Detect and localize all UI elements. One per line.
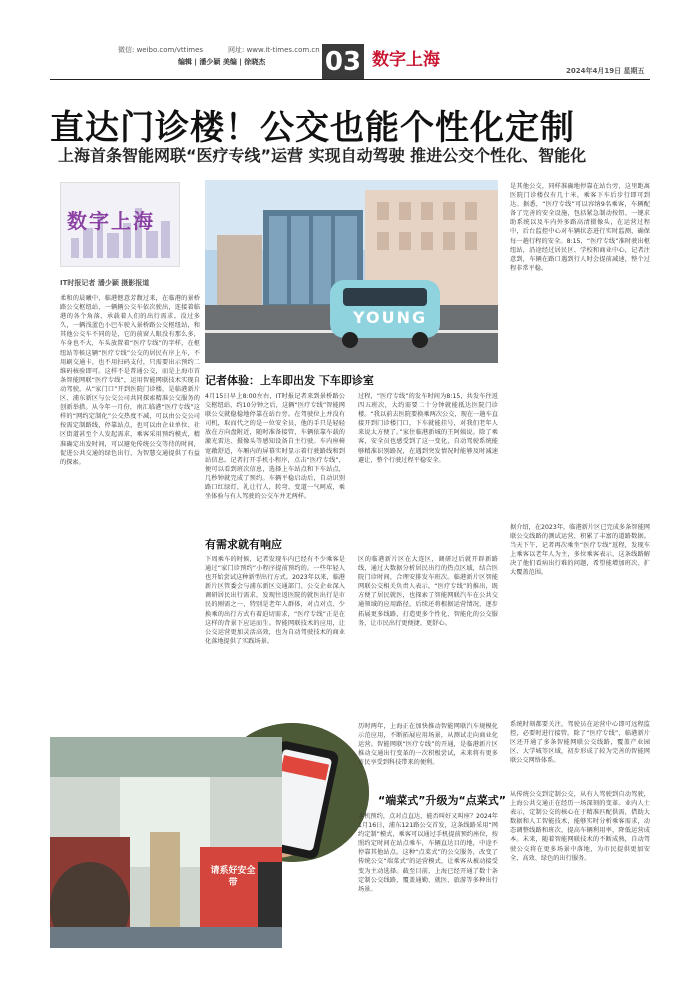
- reporter-section-title: 记者体验：上车即出发 下车即诊室: [205, 374, 374, 387]
- bus-plate-text: YOUNG: [353, 308, 428, 327]
- article-col4b: 据介绍，在2023年，临港新片区已完成多条智能网联公交线路的测试运营，积累了丰富的道路数据。当天下午，记者再次乘坐“医疗专线”返程，发现车上乘客以老年人为主，多位乘客表示，这条线路解决了他们看病出行难的问题，希望能增加班次、扩大覆盖范围。: [510, 524, 650, 577]
- menu-section-title: “端菜式”升级为“点菜式”: [378, 794, 506, 807]
- masthead-site: 网址: www.it-times.com.cn: [228, 46, 320, 54]
- interior-sign-text: 请系好安全带: [210, 866, 256, 888]
- section-logo: [60, 182, 180, 267]
- article-col4: 是其他公交，同样准确地停靠在站台旁，这里距离医院门诊楼仅有几十米，乘客下车后步行即可到达。据悉，“医疗专线”可以容纳9名乘客，车辆配备了完善的安全设施，包括紧急制动按钮、一键求助系统以及车内外多路高清摄像头，在运营过程中，后台监控中心对车辆状态进行实时监测，确保每一趟行程的安全。8:15，“医疗专线”准时驶出枢纽站，沿途经过居民区、学校和商业中心，记者注意到，车辆在路口遇到行人时会提前减速，整个过程非常平稳。: [510, 183, 650, 272]
- article-col3b: 区的临港新片区在大连区，调研过后就开辟新路线，通过大数据分析居民出行的热点区域，结合医院门诊时间，合理安排发车班次。临港新片区智能网联公交相关负责人表示，“医疗专线”的推出，既方便了居民就医，也探索了智能网联汽车在公共交通领域的应用路径，后续还将根据运营情况，逐步拓展更多线路，打造更多个性化、智能化的公交服务，让市民出行更便捷、更舒心。: [358, 556, 498, 627]
- article-col3d: 手机预约，点对点直达，能否叫好又叫座？2024年1月16日，浦东121路公交首发，这条线路采用“网约定制”模式，乘客可以通过手机提前预约座位，按照约定时间在站点乘车，车辆直达目的地，中途不停靠其他站点。这种“点菜式”的公交服务，改变了传统公交“端菜式”的运营模式，让乘客从被动接受变为主动选择。截至目前，上海已经开通了数十条定制公交线路，覆盖通勤、就医、旅游等多种出行场景。: [358, 813, 498, 893]
- headline: 直达门诊楼！公交也能个性化定制: [50, 108, 575, 148]
- need-section-title: 有需求就有响应: [205, 538, 282, 551]
- article-col3c: 历时两年，上海正在加快推动智能网联汽车规模化示范应用，不断拓展应用场景，从测试走向商业化运营。智能网联“医疗专线”的开通，是临港新片区推动交通出行变革的一次积极尝试，未来将有更多市民享受到科技带来的便利。: [358, 723, 498, 767]
- masthead-rule: [50, 79, 650, 80]
- article-col3: 过程，“医疗专线”的发车时间为8:15，共发车往返四五班次，大约需要二十分钟就能抵达医院门诊楼。“我以前去医院要换乘两次公交，现在一趟车直接开到门诊楼门口，下车就能挂号，对我们老年人来说太方便了。”家住临港新城的王阿姨说。除了乘客，安全员也感受到了这一变化，自动驾驶系统能够精准识别路况，在遇到突发情况时能够及时减速避让，整个行驶过程平稳安全。: [358, 393, 498, 464]
- article-col1: 柔和的晨曦中，临港惬意芳馥过来，在临港的景桥路公交枢纽站，一辆辆公交车依次驶出，连接着临港的各个角落，承载着人们的出行需求。没过多久，一辆浅蓝色小巴车驶入景桥路公交枢纽站，和其他公交车不同的是，它的前窗人眼没有那么多，车身也不大，车头放置着“医疗专线”的字样，在枢纽站等候这辆“医疗专线”公交的居民有序上车，不用刷交通卡，也不用扫码支付，只需要出示预约二维码核验即可。这样不是普通公交，而是上海市首条智能网联“医疗专线”，运用智能网联技术实现自动驾驶，从“家门口”开到医院门诊楼，是临港新片区、浦东新区与公交公司共同探索精准公交服务的创新举措。从今年一月份，南汇临港“医疗专线”这样的“网约定制化”公交热度不减，可以由公交公司按需定制路线，停靠站点，也可以由企业单位、社区街道甚至个人发起需求，乘客采用预约模式，精准确定出发时间，可以避免传统公交等待的时间，促进公共交通的绿色出行，为智慧交通提供了有益的探索。: [60, 295, 200, 466]
- subheadline: 上海首条智能网联“医疗专线”运营 实现自动驾驶 推进公交个性化、智能化: [58, 146, 587, 165]
- logo-text: 数字上海: [67, 209, 155, 233]
- masthead-credits: 编辑 | 潘少颖 美编 | 徐晓杰: [178, 58, 266, 66]
- section-title: 数字上海: [372, 50, 440, 70]
- bus-photo: [205, 180, 498, 363]
- page-number: 03: [322, 44, 364, 80]
- masthead-weibo: 微信: weibo.com/vttimes: [118, 46, 204, 54]
- article-col4d: 从传统公交到定制公交，从有人驾驶到自动驾驶，上海公共交通正在经历一场深刻的变革。业内人士表示，定制公交的核心在于精准匹配供需，借助大数据和人工智能技术，能够实时分析乘客需求，动态调整线路和班次，提高车辆利用率，降低运营成本。未来，随着智能网联技术的不断成熟，自动驾驶公交将在更多场景中落地，为市民提供更加安全、高效、绿色的出行服务。: [510, 791, 650, 862]
- bus-interior-photo: [50, 737, 282, 948]
- article-col4c: 系统时刻都要关注，驾驶员在运营中心即可远程监控，必要时进行接管。除了“医疗专线”，临港新片区还开通了多条智能网联公交线路，覆盖产业园区、大学城等区域，初步形成了较为完善的智能网联公交网络体系。: [510, 721, 650, 765]
- issue-date: 2024年4月19日 星期五: [566, 67, 645, 75]
- byline: IT时报记者 潘少颖 摄影报道: [60, 279, 150, 287]
- article-col2: 4月15日早上8:00左右，IT时报记者来到景桥路公交枢纽站，约10分钟之后，这辆“医疗专线”智能网联公交就稳稳地停靠在站台旁。在驾驶位上并没有司机，取而代之的是一位安全员，他的手只是轻轻放在方向盘附近，随时准备接管，车辆依靠车载的激光雷达、摄像头等感知设备自主行驶。车内座椅宽敞舒适，车厢内的屏幕实时显示着行驶路线和到站信息。记者打开手机小程序，点击“医疗专线”，便可以看到班次信息，选择上车站点和下车站点，几秒钟就完成了预约。车辆平稳启动后，自动识别路口红绿灯，礼让行人，转弯、变道一气呵成，乘坐体验与有人驾驶的公交车并无两样。: [205, 393, 345, 501]
- article-col2b: 下周乘车的时候，记者发现车内已经有不少乘客是通过“家门诊预约”小程序提前预约的。一些年轻人也开始尝试这种新型出行方式。2023年以来，临港新片区管委会与浦东新区交通部门、公交企业深入调研居民出行需求，发现往返医院的就医出行是市民的刚需之一，特别是老年人群体，对点对点、少换乘的出行方式有着迫切需求，“医疗专线”正是在这样的背景下应运而生。智能网联技术的应用，让公交运营更加灵活高效，也为自动驾驶技术的商业化落地提供了实践场景。: [205, 556, 345, 645]
